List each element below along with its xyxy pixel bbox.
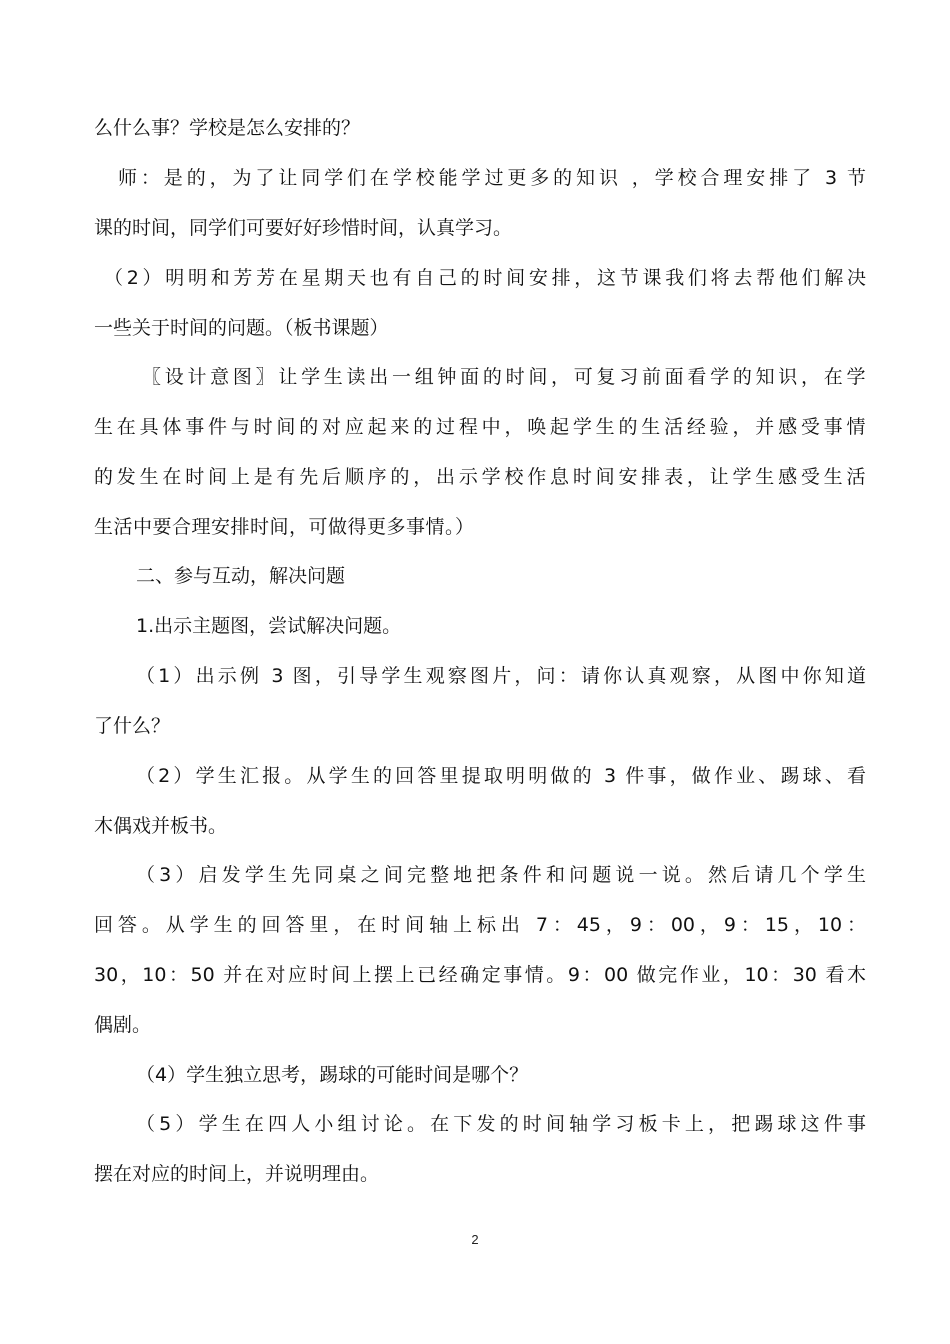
text-line-14: （2）学生汇报。从学生的回答里提取明明做的 3 件事，做作业、踢球、看	[136, 765, 866, 787]
design-intent-line-1: 〖设计意图〗让学生读出一组钟面的时间，可复习前面看学的知识，在学	[142, 366, 866, 388]
section-heading: 二、参与互动，解决问题	[136, 565, 346, 587]
design-intent-line-2: 生在具体事件与时间的对应起来的过程中，唤起学生的生活经验，并感受事情	[94, 416, 866, 438]
text-line-16: （3）启发学生先同桌之间完整地把条件和问题说一说。然后请几个学生	[136, 864, 866, 886]
text-line-3: 课的时间，同学们可要好好珍惜时间，认真学习。	[94, 217, 513, 239]
text-line-1: 么什么事？学校是怎么安排的？	[94, 117, 361, 139]
text-line-15: 木偶戏并板书。	[94, 815, 228, 837]
text-line-19: 偶剧。	[94, 1014, 152, 1036]
step-heading: 1.出示主题图，尝试解决问题。	[136, 615, 402, 637]
text-line-13: 了什么？	[94, 715, 171, 737]
text-line-17: 回答。从学生的回答里，在时间轴上标出 7：45，9：00，9：15，10：	[94, 914, 866, 936]
text-line-5: 一些关于时间的问题。（板书课题）	[94, 317, 389, 339]
text-line-2: 师：是的，为了让同学们在学校能学过更多的知识 ，学校合理安排了 3 节	[118, 167, 866, 189]
text-line-22: 摆在对应的时间上，并说明理由。	[94, 1163, 380, 1185]
text-line-12: （1）出示例 3 图，引导学生观察图片，问：请你认真观察，从图中你知道	[136, 665, 866, 687]
text-line-4: （2）明明和芳芳在星期天也有自己的时间安排，这节课我们将去帮他们解决	[104, 267, 866, 289]
text-line-20: （4）学生独立思考，踢球的可能时间是哪个？	[136, 1064, 529, 1086]
design-intent-line-4: 生活中要合理安排时间，可做得更多事情。）	[94, 516, 475, 538]
text-line-18: 30，10：50 并在对应时间上摆上已经确定事情。9：00 做完作业，10：30 看木	[94, 964, 866, 986]
design-intent-line-3: 的发生在时间上是有先后顺序的，出示学校作息时间安排表，让学生感受生活	[94, 466, 866, 488]
text-line-21: （5）学生在四人小组讨论。在下发的时间轴学习板卡上，把踢球这件事	[136, 1113, 866, 1135]
page-number: 2	[471, 1232, 479, 1247]
